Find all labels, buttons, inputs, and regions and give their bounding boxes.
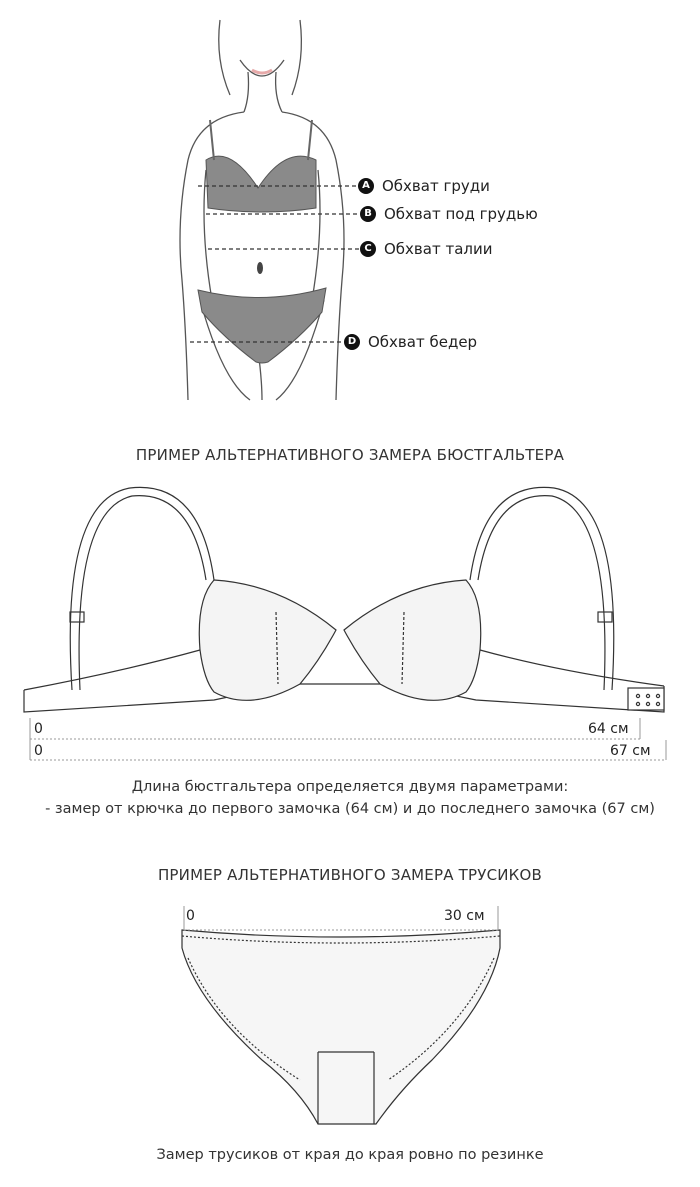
bra-scale1-end: 64 см	[588, 721, 629, 737]
bra-description-line1: Длина бюстгальтера определяется двумя параметрами:	[131, 779, 569, 795]
bra-scale1-start: 0	[34, 721, 43, 737]
bra-drawing	[24, 487, 664, 712]
panties-description: Замер трусиков от края до края ровно по резинке	[156, 1147, 544, 1163]
panties-section-title: ПРИМЕР АЛЬТЕРНАТИВНОГО ЗАМЕРА ТРУСИКОВ	[157, 866, 543, 884]
label-underbust: Обхват под грудью	[384, 205, 538, 223]
label-hips: Обхват бедер	[368, 333, 478, 351]
badge-d: D	[344, 334, 360, 350]
bra-section-title: ПРИМЕР АЛЬТЕРНАТИВНОГО ЗАМЕРА БЮСТГАЛЬТЕРА	[135, 446, 565, 464]
badge-c: C	[360, 241, 376, 257]
panties-scale-start: 0	[186, 908, 195, 924]
badge-a: A	[358, 178, 374, 194]
panties-scale-end: 30 см	[444, 908, 485, 924]
badge-b: B	[360, 206, 376, 222]
navel	[257, 262, 263, 274]
label-chest: Обхват груди	[382, 177, 490, 195]
bra-scale2-start: 0	[34, 743, 43, 759]
bra-scale2-end: 67 см	[610, 743, 651, 759]
bra-scale-lines	[30, 718, 666, 760]
bra-description-line2: - замер от крючка до первого замочка (64 см) и до последнего замочка (67 см)	[45, 801, 655, 817]
panties-drawing	[182, 930, 500, 1124]
figure-bra	[206, 120, 316, 212]
label-waist: Обхват талии	[384, 240, 493, 258]
